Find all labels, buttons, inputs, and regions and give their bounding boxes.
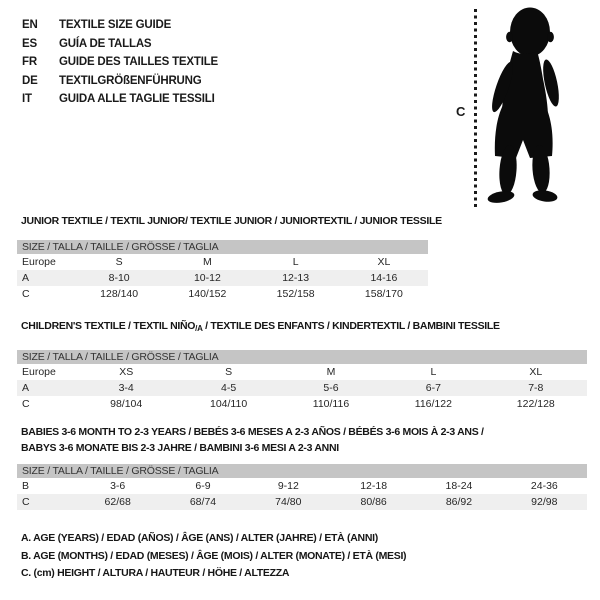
size-cell: 6-7 bbox=[382, 380, 484, 396]
size-cell: S bbox=[115, 256, 123, 268]
row-label: C bbox=[22, 288, 30, 300]
size-cell: L bbox=[292, 256, 299, 268]
row-label: B bbox=[22, 480, 30, 492]
language-code: DE bbox=[22, 74, 38, 87]
size-header-bar: SIZE / TALLA / TAILLE / GRÖSSE / TAGLIA bbox=[17, 350, 587, 364]
size-cell: 86/92 bbox=[416, 494, 501, 510]
height-figure bbox=[440, 0, 600, 212]
table-row bbox=[17, 270, 428, 286]
size-cell: 122/128 bbox=[516, 398, 555, 410]
size-cell: 10-12 bbox=[163, 270, 251, 286]
children-size-table bbox=[17, 364, 587, 412]
size-cell: 18-24 bbox=[445, 480, 473, 492]
language-title-list bbox=[22, 16, 218, 109]
size-cell: 9-12 bbox=[277, 480, 299, 492]
table-row bbox=[17, 494, 587, 510]
babies-textile-section bbox=[17, 424, 587, 510]
row-label: A bbox=[17, 270, 75, 286]
guide-title: TEXTILE SIZE GUIDE bbox=[59, 19, 172, 31]
size-cell: S bbox=[225, 366, 233, 378]
title-line: BABYS 3-6 MONATE BIS 2-3 JAHRE / BAMBINI 3-6 MESI A 2-3 ANNI bbox=[21, 442, 339, 454]
size-header-bar: SIZE / TALLA / TAILLE / GRÖSSE / TAGLIA bbox=[17, 464, 587, 478]
size-cell: 68/74 bbox=[160, 494, 245, 510]
size-cell: 3-4 bbox=[75, 380, 177, 396]
guide-title: GUÍA DE TALLAS bbox=[59, 37, 152, 50]
guide-title: TEXTILGRÖßENFÜHRUNG bbox=[59, 74, 202, 87]
language-code: IT bbox=[22, 93, 32, 105]
language-code: EN bbox=[22, 19, 38, 31]
guide-title: GUIDA ALLE TAGLIE TESSILI bbox=[59, 93, 215, 105]
size-cell: 80/86 bbox=[331, 494, 416, 510]
legend-line-b: B. AGE (MONTHS) / EDAD (MESES) / ÂGE (MOIS) / ALTER (MONATE) / ETÀ (MESI) bbox=[21, 549, 407, 562]
children-textile-section bbox=[17, 320, 587, 412]
size-cell: 140/152 bbox=[188, 288, 227, 300]
size-cell: XL bbox=[377, 256, 391, 268]
size-cell: 62/68 bbox=[75, 494, 160, 510]
table-row bbox=[17, 478, 587, 494]
height-measure-label: C bbox=[456, 104, 466, 119]
size-cell: 6-9 bbox=[195, 480, 211, 492]
row-label: A bbox=[17, 380, 75, 396]
table-row bbox=[17, 286, 428, 302]
measurement-legend bbox=[21, 530, 406, 583]
size-cell: 116/122 bbox=[414, 398, 452, 410]
size-cell: 152/158 bbox=[276, 288, 315, 300]
junior-size-table bbox=[17, 254, 428, 302]
size-cell: 128/140 bbox=[100, 288, 139, 300]
guide-title: GUIDE DES TAILLES TEXTILE bbox=[59, 56, 218, 68]
language-row-it bbox=[22, 90, 218, 109]
title-line: BABIES 3-6 MONTH TO 2-3 YEARS / BEBÉS 3-6 MESES A 2-3 AÑOS / BÉBÉS 3-6 MOIS À 2-3 ANS / bbox=[21, 426, 484, 438]
children-section-title bbox=[21, 320, 587, 335]
title-part: CHILDREN'S TEXTILE / TEXTIL NIÑO bbox=[21, 320, 196, 332]
size-cell: 92/98 bbox=[502, 494, 587, 510]
size-cell: 12-18 bbox=[360, 480, 388, 492]
size-cell: M bbox=[326, 366, 336, 378]
size-cell: 110/116 bbox=[312, 398, 350, 410]
language-row-en bbox=[22, 16, 218, 35]
junior-textile-section bbox=[17, 215, 442, 302]
height-dotted-line bbox=[474, 9, 477, 207]
babies-section-title bbox=[21, 424, 587, 456]
size-cell: L bbox=[430, 366, 437, 378]
language-row-es bbox=[22, 35, 218, 54]
size-cell: 158/170 bbox=[364, 288, 403, 300]
legend-line-a: A. AGE (YEARS) / EDAD (AÑOS) / ÂGE (ANS) / ALTER (JAHRE) / ETÀ (ANNI) bbox=[21, 532, 378, 544]
size-cell: 74/80 bbox=[246, 494, 331, 510]
row-label: Europe bbox=[22, 256, 56, 268]
size-cell: 104/110 bbox=[209, 398, 248, 410]
size-cell: XS bbox=[119, 366, 134, 378]
size-cell: 4-5 bbox=[177, 380, 279, 396]
size-cell: M bbox=[203, 256, 212, 268]
title-subscript: /A bbox=[195, 324, 203, 333]
size-cell: 14-16 bbox=[340, 270, 428, 286]
size-cell: 24-36 bbox=[530, 480, 558, 492]
language-row-de bbox=[22, 72, 218, 91]
language-row-fr bbox=[22, 53, 218, 72]
junior-section-title: JUNIOR TEXTILE / TEXTIL JUNIOR/ TEXTILE JUNIOR / JUNIORTEXTIL / JUNIOR TESSILE bbox=[21, 215, 442, 227]
language-code: FR bbox=[22, 56, 37, 68]
babies-size-table bbox=[17, 478, 587, 510]
row-label: C bbox=[22, 398, 30, 410]
table-row bbox=[17, 364, 587, 380]
size-cell: 3-6 bbox=[110, 480, 126, 492]
size-cell: 98/104 bbox=[110, 398, 143, 410]
table-row bbox=[17, 254, 428, 270]
row-label: C bbox=[17, 494, 75, 510]
size-cell: 7-8 bbox=[485, 380, 587, 396]
language-code: ES bbox=[22, 37, 37, 50]
size-cell: XL bbox=[529, 366, 543, 378]
size-header-bar: SIZE / TALLA / TAILLE / GRÖSSE / TAGLIA bbox=[17, 240, 428, 254]
title-part: / TEXTILE DES ENFANTS / KINDERTEXTIL / BAMBINI TESSILE bbox=[202, 320, 500, 332]
toddler-silhouette-icon bbox=[482, 7, 566, 205]
row-label: Europe bbox=[22, 366, 56, 378]
size-cell: 12-13 bbox=[252, 270, 340, 286]
table-row bbox=[17, 396, 587, 412]
size-cell: 5-6 bbox=[280, 380, 382, 396]
size-cell: 8-10 bbox=[75, 270, 163, 286]
table-row bbox=[17, 380, 587, 396]
legend-line-c: C. (cm) HEIGHT / ALTURA / HAUTEUR / HÖHE / ALTEZZA bbox=[21, 567, 290, 579]
